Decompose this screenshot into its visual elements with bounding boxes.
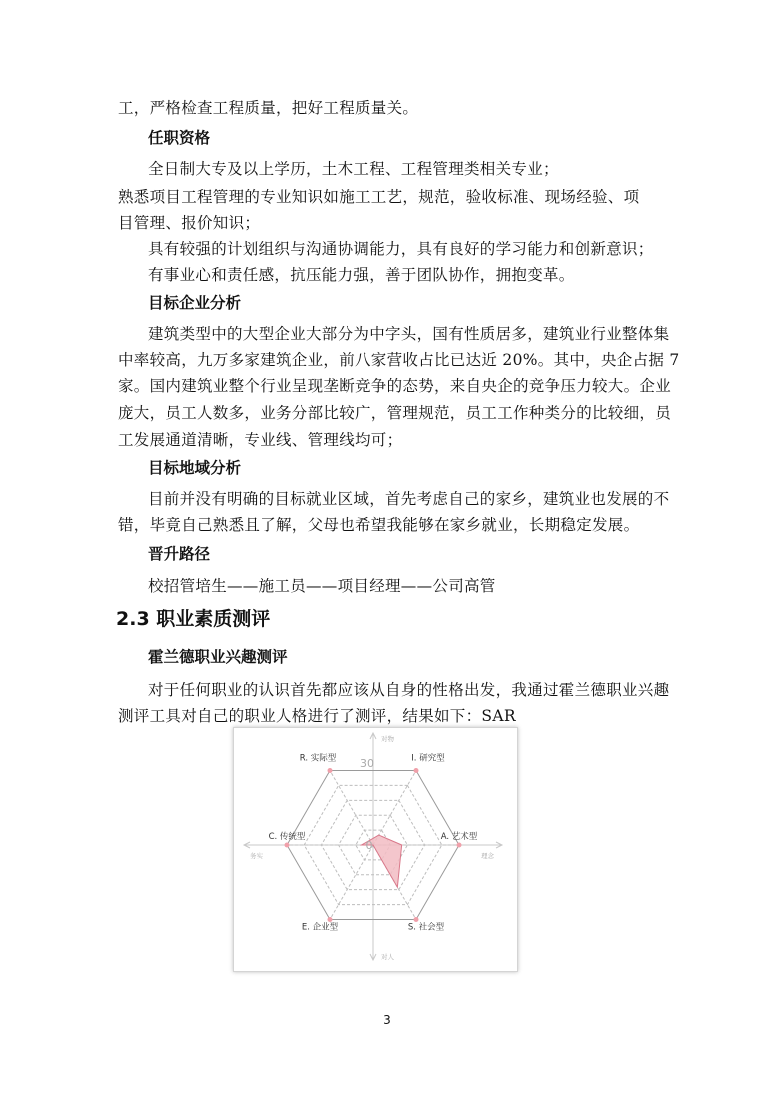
text-line: 全日制大专及以上学历，土木工程、工程管理类相关专业； xyxy=(148,160,559,178)
axis-label: S. 社会型 xyxy=(407,922,445,933)
axis-label: R. 实际型 xyxy=(299,753,337,764)
axis-label: I. 研究型 xyxy=(411,753,445,764)
text-line: 校招管培生——施工员——项目经理——公司高管 xyxy=(148,577,496,595)
vertex-dot xyxy=(328,768,333,773)
heading-holland: 霍兰德职业兴趣测评 xyxy=(148,648,288,666)
section-title: 2.3 职业素质测评 xyxy=(116,608,271,630)
heading-enterprise: 目标企业分析 xyxy=(148,294,242,312)
text-line: 错，毕竟自己熟悉且了解，父母也希望我能够在家乡就业，长期稳定发展。 xyxy=(118,516,640,534)
vertex-dot xyxy=(328,917,333,922)
orientation-label-top: 对物 xyxy=(381,735,394,743)
tick-label-0: 0 xyxy=(365,839,373,852)
vertex-dot xyxy=(457,843,462,848)
heading-region: 目标地域分析 xyxy=(148,459,242,477)
text-line: 有事业心和责任感，抗压能力强，善于团队协作，拥抱变革。 xyxy=(148,266,575,284)
heading-promotion: 晋升路径 xyxy=(148,545,211,563)
text-line: 庞大，员工人数多，业务分部比较广，管理规范，员工工作种类分的比较细，员 xyxy=(118,404,672,422)
text-line: 建筑类型中的大型企业大部分为中字头，国有性质居多，建筑业行业整体集 xyxy=(148,325,670,343)
text-line: 对于任何职业的认识首先都应该从自身的性格出发，我通过霍兰德职业兴趣 xyxy=(148,681,670,699)
tick-label-30: 30 xyxy=(360,757,374,770)
orientation-label-bottom: 对人 xyxy=(381,953,394,961)
text-line: 熟悉项目工程管理的专业知识如施工工艺，规范，验收标准、现场经验、项 xyxy=(118,188,640,206)
orientation-label-left: 务实 xyxy=(250,852,263,860)
radar-svg xyxy=(234,728,517,971)
page-number: 3 xyxy=(383,1013,391,1027)
text-line: 测评工具对自己的职业人格进行了测评，结果如下：SAR xyxy=(118,707,516,725)
text-line: 具有较强的计划组织与沟通协调能力，具有良好的学习能力和创新意识； xyxy=(148,240,654,258)
axis-label: E. 企业型 xyxy=(301,922,339,933)
text-line: 中率较高，九万多家建筑企业，前八家营收占比已达近 20%。其中，央企占据 7 xyxy=(118,351,680,369)
axis-spoke xyxy=(373,771,416,845)
vertex-dot xyxy=(285,843,290,848)
holland-radar-chart xyxy=(233,727,518,972)
text-line: 家。国内建筑业整个行业呈现垄断竞争的态势，来自央企的竞争压力较大。企业 xyxy=(118,377,672,395)
text-line: 工，严格检查工程质量，把好工程质量关。 xyxy=(118,99,419,117)
text-line: 目前并没有明确的目标就业区域，首先考虑自己的家乡，建筑业也发展的不 xyxy=(148,490,670,508)
axis-label: A. 艺术型 xyxy=(440,832,478,842)
text-line: 工发展通道清晰，专业线、管理线均可； xyxy=(118,431,403,449)
heading-qualification: 任职资格 xyxy=(148,129,211,147)
axis-label: C. 传统型 xyxy=(268,832,306,842)
axis-spoke xyxy=(330,845,373,919)
orientation-label-right: 理念 xyxy=(481,852,494,860)
vertex-dot xyxy=(414,917,419,922)
axis-spoke xyxy=(330,771,373,845)
vertex-dot xyxy=(414,768,419,773)
text-line: 目管理、报价知识； xyxy=(118,214,261,232)
